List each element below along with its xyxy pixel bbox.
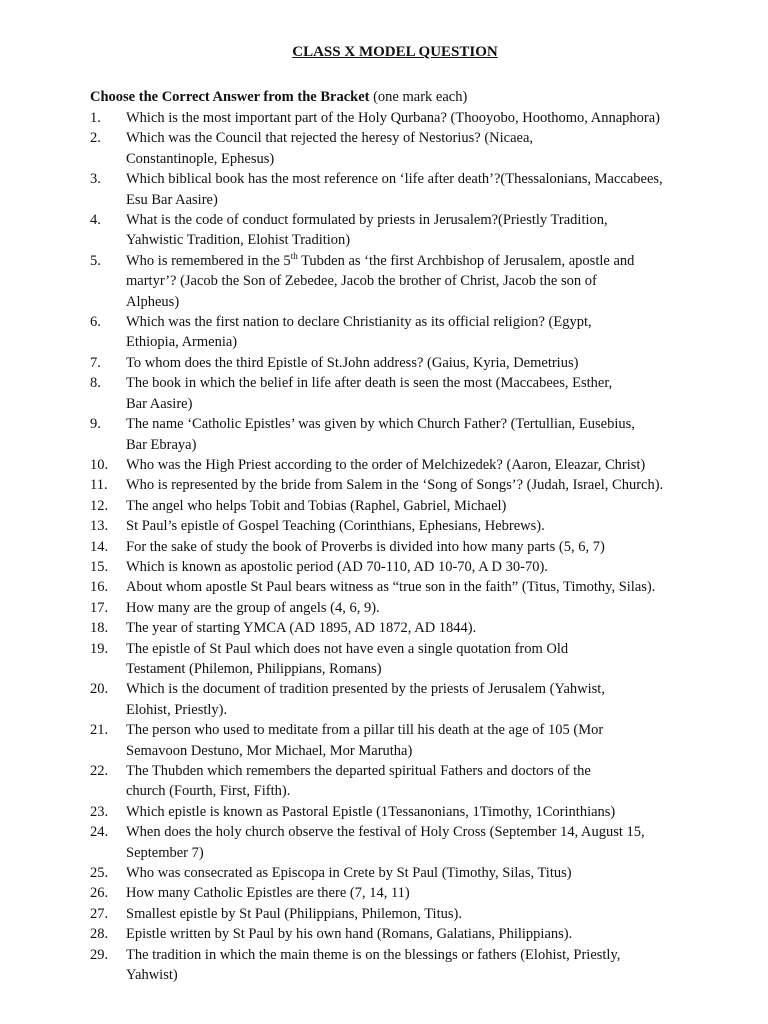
question-text: About whom apostle St Paul bears witness as “true son in the faith” (Titus, Timothy, Silas). bbox=[126, 579, 656, 596]
question-text: When does the holy church observe the festival of Holy Cross (September 14, August 15, September 7) bbox=[126, 824, 645, 861]
question-item bbox=[90, 251, 695, 312]
question-number: 25. bbox=[90, 865, 109, 882]
question-item bbox=[90, 761, 695, 802]
question-text: Who was consecrated as Episcopa in Crete by St Paul (Timothy, Silas, Titus) bbox=[126, 865, 572, 882]
question-text: Which is known as apostolic period (AD 70-110, AD 10-70, A D 30-70). bbox=[126, 558, 548, 575]
question-text: Which epistle is known as Pastoral Epistle (1Tessanonians, 1Timothy, 1Corinthians) bbox=[126, 803, 616, 820]
question-text: What is the code of conduct formulated by priests in Jerusalem?(Priestly Tradition, Yahwistic Tradition, Elohist Tradition) bbox=[126, 212, 608, 249]
question-text: To whom does the third Epistle of St.John address? (Gaius, Kyria, Demetrius) bbox=[126, 354, 579, 371]
question-item bbox=[90, 108, 695, 128]
question-text: Epistle written by St Paul by his own hand (Romans, Galatians, Philippians). bbox=[126, 926, 573, 943]
question-text: Which was the Council that rejected the heresy of Nestorius? (Nicaea, Constantinople, Ephesus) bbox=[126, 130, 534, 167]
question-number: 18. bbox=[90, 620, 109, 637]
question-item bbox=[90, 557, 695, 577]
question-number: 19. bbox=[90, 640, 109, 657]
question-number: 2. bbox=[90, 130, 101, 147]
question-number: 13. bbox=[90, 518, 109, 535]
question-text: How many Catholic Epistles are there (7, 14, 11) bbox=[126, 885, 410, 902]
question-text: St Paul’s epistle of Gospel Teaching (Corinthians, Ephesians, Hebrews). bbox=[126, 518, 545, 535]
page-title: CLASS X MODEL QUESTION bbox=[292, 44, 498, 60]
question-text: Which is the most important part of the Holy Qurbana? (Thooyobo, Hoothomo, Annaphora) bbox=[126, 110, 660, 126]
instruction-line bbox=[90, 89, 467, 106]
question-number: 14. bbox=[90, 538, 109, 555]
question-item bbox=[90, 414, 695, 455]
question-text: The tradition in which the main theme is on the blessings or fathers (Elohist, Priestly, Yahwist) bbox=[126, 946, 621, 984]
question-item bbox=[90, 353, 695, 373]
question-number: 1. bbox=[90, 110, 101, 126]
question-number: 17. bbox=[90, 599, 109, 616]
question-text: The Thubden which remembers the departed spiritual Fathers and doctors of the church (Fourth, First, Fifth). bbox=[126, 763, 591, 800]
question-item bbox=[90, 863, 695, 883]
question-item bbox=[90, 516, 695, 536]
question-number: 4. bbox=[90, 212, 101, 229]
question-text-part: Who is remembered in the 5 bbox=[126, 252, 291, 269]
question-text-part: Tubden as ‘the first Archbishop of Jerusalem, apostle and martyr’? (Jacob the Son of Zebedee, Jacob the brother of Christ, Jacob the son of Alpheus) bbox=[126, 252, 635, 310]
question-item bbox=[90, 618, 695, 638]
question-number: 5. bbox=[90, 252, 101, 269]
question-item bbox=[90, 679, 695, 720]
question-text: The name ‘Catholic Epistles’ was given by which Church Father? (Tertullian, Eusebius, Bar Ebraya) bbox=[126, 416, 635, 453]
question-text: Which was the first nation to declare Christianity as its official religion? (Egypt, Ethiopia, Armenia) bbox=[126, 314, 592, 351]
question-number: 9. bbox=[90, 416, 101, 433]
ordinal-superscript: th bbox=[290, 251, 298, 262]
question-number: 16. bbox=[90, 579, 109, 596]
question-item bbox=[90, 496, 695, 516]
question-item bbox=[90, 802, 695, 822]
question-text: Smallest epistle by St Paul (Philippians, Philemon, Titus). bbox=[126, 905, 462, 922]
question-text: The year of starting YMCA (AD 1895, AD 1872, AD 1844). bbox=[126, 620, 477, 637]
question-text: The book in which the belief in life after death is seen the most (Maccabees, Esther, Bar Aasire) bbox=[126, 375, 613, 412]
question-number: 10. bbox=[90, 456, 109, 473]
question-item bbox=[90, 373, 695, 414]
question-text: The epistle of St Paul which does not have even a single quotation from Old Testament (Philemon, Philippians, Romans) bbox=[126, 640, 569, 677]
question-text: The angel who helps Tobit and Tobias (Raphel, Gabriel, Michael) bbox=[126, 497, 507, 514]
question-number: 6. bbox=[90, 314, 101, 331]
question-number: 20. bbox=[90, 681, 109, 698]
question-number: 29. bbox=[90, 946, 109, 963]
question-item bbox=[90, 720, 695, 761]
question-number: 23. bbox=[90, 803, 109, 820]
question-item bbox=[90, 598, 695, 618]
question-item bbox=[90, 924, 695, 944]
question-item bbox=[90, 475, 695, 495]
question-text bbox=[126, 251, 695, 312]
question-text: The person who used to meditate from a pillar till his death at the age of 105 (Mor Semavoon Destuno, Mor Michael, Mor Marutha) bbox=[126, 722, 604, 759]
question-item bbox=[90, 904, 695, 924]
question-item bbox=[90, 128, 695, 169]
question-number: 27. bbox=[90, 905, 109, 922]
question-number: 24. bbox=[90, 824, 109, 841]
question-item bbox=[90, 455, 695, 475]
instruction-bold: Choose the Correct Answer from the Bracket bbox=[90, 89, 370, 105]
question-item bbox=[90, 883, 695, 903]
question-number: 3. bbox=[90, 171, 101, 188]
question-number: 8. bbox=[90, 375, 101, 392]
question-item bbox=[90, 822, 695, 863]
question-text: Who is represented by the bride from Salem in the ‘Song of Songs’? (Judah, Israel, Church). bbox=[126, 477, 664, 494]
question-item bbox=[90, 312, 695, 353]
question-number: 26. bbox=[90, 885, 109, 902]
question-text: Who was the High Priest according to the order of Melchizedek? (Aaron, Eleazar, Christ) bbox=[126, 456, 646, 473]
question-number: 7. bbox=[90, 354, 101, 371]
question-number: 28. bbox=[90, 926, 109, 943]
question-item bbox=[90, 945, 695, 986]
question-item bbox=[90, 169, 695, 210]
question-number: 12. bbox=[90, 497, 109, 514]
question-text: Which biblical book has the most reference on ‘life after death’?(Thessalonians, Maccabees, Esu Bar Aasire) bbox=[126, 171, 663, 208]
question-item bbox=[90, 210, 695, 251]
question-item bbox=[90, 639, 695, 680]
question-text: For the sake of study the book of Proverbs is divided into how many parts (5, 6, 7) bbox=[126, 538, 605, 555]
question-text: Which is the document of tradition presented by the priests of Jerusalem (Yahwist, Elohist, Priestly). bbox=[126, 681, 605, 718]
question-number: 15. bbox=[90, 558, 109, 575]
question-number: 22. bbox=[90, 763, 109, 779]
instruction-rest: (one mark each) bbox=[369, 89, 468, 105]
question-number: 11. bbox=[90, 477, 108, 494]
question-number: 21. bbox=[90, 722, 109, 739]
question-text: How many are the group of angels (4, 6, 9). bbox=[126, 599, 380, 616]
question-item bbox=[90, 577, 695, 597]
question-list bbox=[90, 108, 695, 985]
question-item bbox=[90, 537, 695, 557]
